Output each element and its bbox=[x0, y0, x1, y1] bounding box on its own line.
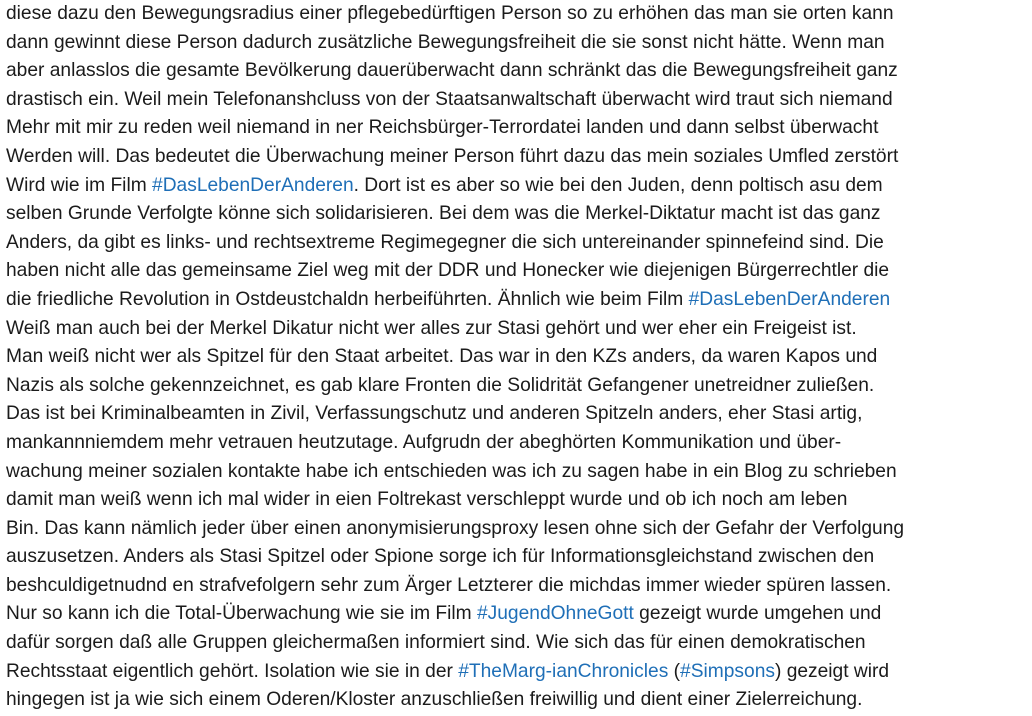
text-line: Nazis als solche gekennzeichnet, es gab klare Fronten die Solidrität Gefangener unetreidner zuließen. bbox=[6, 374, 875, 396]
text-line: haben nicht alle das gemeinsame Ziel weg mit der DDR und Honecker wie diejenigen Bürgerrechtler die bbox=[6, 260, 890, 282]
text-line: auszusetzen. Anders als Stasi Spitzel oder Spione sorge ich für Informationsgleichstand zwischen den bbox=[6, 546, 875, 568]
text-segment: Nur so kann ich die Total-Überwachung wie sie im Film bbox=[6, 603, 477, 625]
text-line: damit man weiß wenn ich mal wider in eien Foltrekast verschleppt wurde und ob ich noch am leben bbox=[6, 489, 848, 511]
text-line bbox=[6, 600, 1030, 629]
text-line: dann gewinnt diese Person dadurch zusätzliche Bewegungsfreiheit die sie sonst nicht hätte. Wenn man bbox=[6, 31, 885, 53]
text-line: dafür sorgen daß alle Gruppen gleichermaßen informiert sind. Wie sich das für einen demokratischen bbox=[6, 632, 866, 654]
text-line: Bin. Das kann nämlich jeder über einen anonymisierungsproxy lesen ohne sich der Gefahr der Verfolgung bbox=[6, 517, 905, 539]
text-line: drastisch ein. Weil mein Telefonanshcluss von der Staatsanwaltschaft überwacht wird traut sich niemand bbox=[6, 88, 893, 110]
text-line bbox=[6, 286, 1030, 315]
text-line: beshculdigetnudnd en strafvefolgern sehr zum Ärger Letzterer die michdas immer wieder spüren lassen. bbox=[6, 574, 892, 596]
text-segment: gezeigt wurde umgehen und bbox=[633, 603, 882, 625]
text-segment: Wird wie im Film bbox=[6, 174, 153, 196]
text-line: wachung meiner sozialen kontakte habe ich entschieden was ich zu sagen habe in ein Blog zu schrieben bbox=[6, 460, 897, 482]
text-line: selben Grunde Verfolgte könne sich solidarisieren. Bei dem was die Merkel-Diktatur macht ist das ganz bbox=[6, 203, 881, 225]
text-segment: . Dort ist es aber so wie bei den Juden, denn poltisch asu dem bbox=[353, 174, 883, 196]
text-line: Man weiß nicht wer als Spitzel für den Staat arbeitet. Das war in den KZs anders, da waren Kapos und bbox=[6, 346, 878, 368]
text-segment: ) gezeigt wird bbox=[774, 660, 890, 682]
text-line bbox=[6, 172, 1030, 201]
text-line: diese dazu den Bewegungsradius einer pflegebedürftigen Person so zu erhöhen das man sie orten kann bbox=[6, 3, 894, 24]
hashtag-link[interactable]: #JugendOhneGott bbox=[477, 603, 634, 625]
text-line: mankannniemdem mehr vetrauen heutzutage. Aufgrudn der abeghörten Kommunikation und über- bbox=[6, 431, 842, 453]
text-segment: Rechtsstaat eigentlich gehört. Isolation wie sie in der bbox=[6, 660, 459, 682]
text-line: hingegen ist ja wie sich einem Oderen/Kloster anzuschließen freiwillig und dient einer Zielerreichung. bbox=[6, 689, 863, 711]
text-line: Anders, da gibt es links- und rechtsextreme Regimegegner die sich untereinander spinnefeind sind. Die bbox=[6, 231, 884, 253]
text-line: Mehr mit mir zu reden weil niemand in ner Reichsbürger-Terrordatei landen und dann selbst überwacht bbox=[6, 117, 879, 139]
hashtag-link[interactable]: #Simpsons bbox=[680, 660, 775, 682]
hashtag-link[interactable]: #DasLebenDerAnderen bbox=[688, 288, 891, 310]
text-line: Das ist bei Kriminalbeamten in Zivil, Verfassungschutz und anderen Spitzeln anders, eher Stasi artig, bbox=[6, 403, 863, 425]
hashtag-link[interactable]: #DasLebenDerAnderen bbox=[152, 174, 354, 196]
text-segment: ( bbox=[668, 660, 681, 682]
text-line: aber anlasslos die gesamte Bevölkerung dauerüberwacht dann schränkt das die Bewegungsfreiheit ganz bbox=[6, 60, 898, 82]
text-segment: die friedliche Revolution in Ostdeustchaldn herbeiführten. Ähnlich wie beim Film bbox=[6, 288, 689, 310]
text-line: Werden will. Das bedeutet die Überwachung meiner Person führt dazu das mein soziales Umfled zerstört bbox=[6, 145, 899, 167]
text-line bbox=[6, 658, 1030, 687]
text-line: Weiß man auch bei der Merkel Dikatur nicht wer alles zur Stasi gehört und wer eher ein Freigeist ist. bbox=[6, 317, 857, 339]
document-body bbox=[6, 0, 1030, 715]
hashtag-link[interactable]: #TheMarg-ianChronicles bbox=[458, 660, 669, 682]
